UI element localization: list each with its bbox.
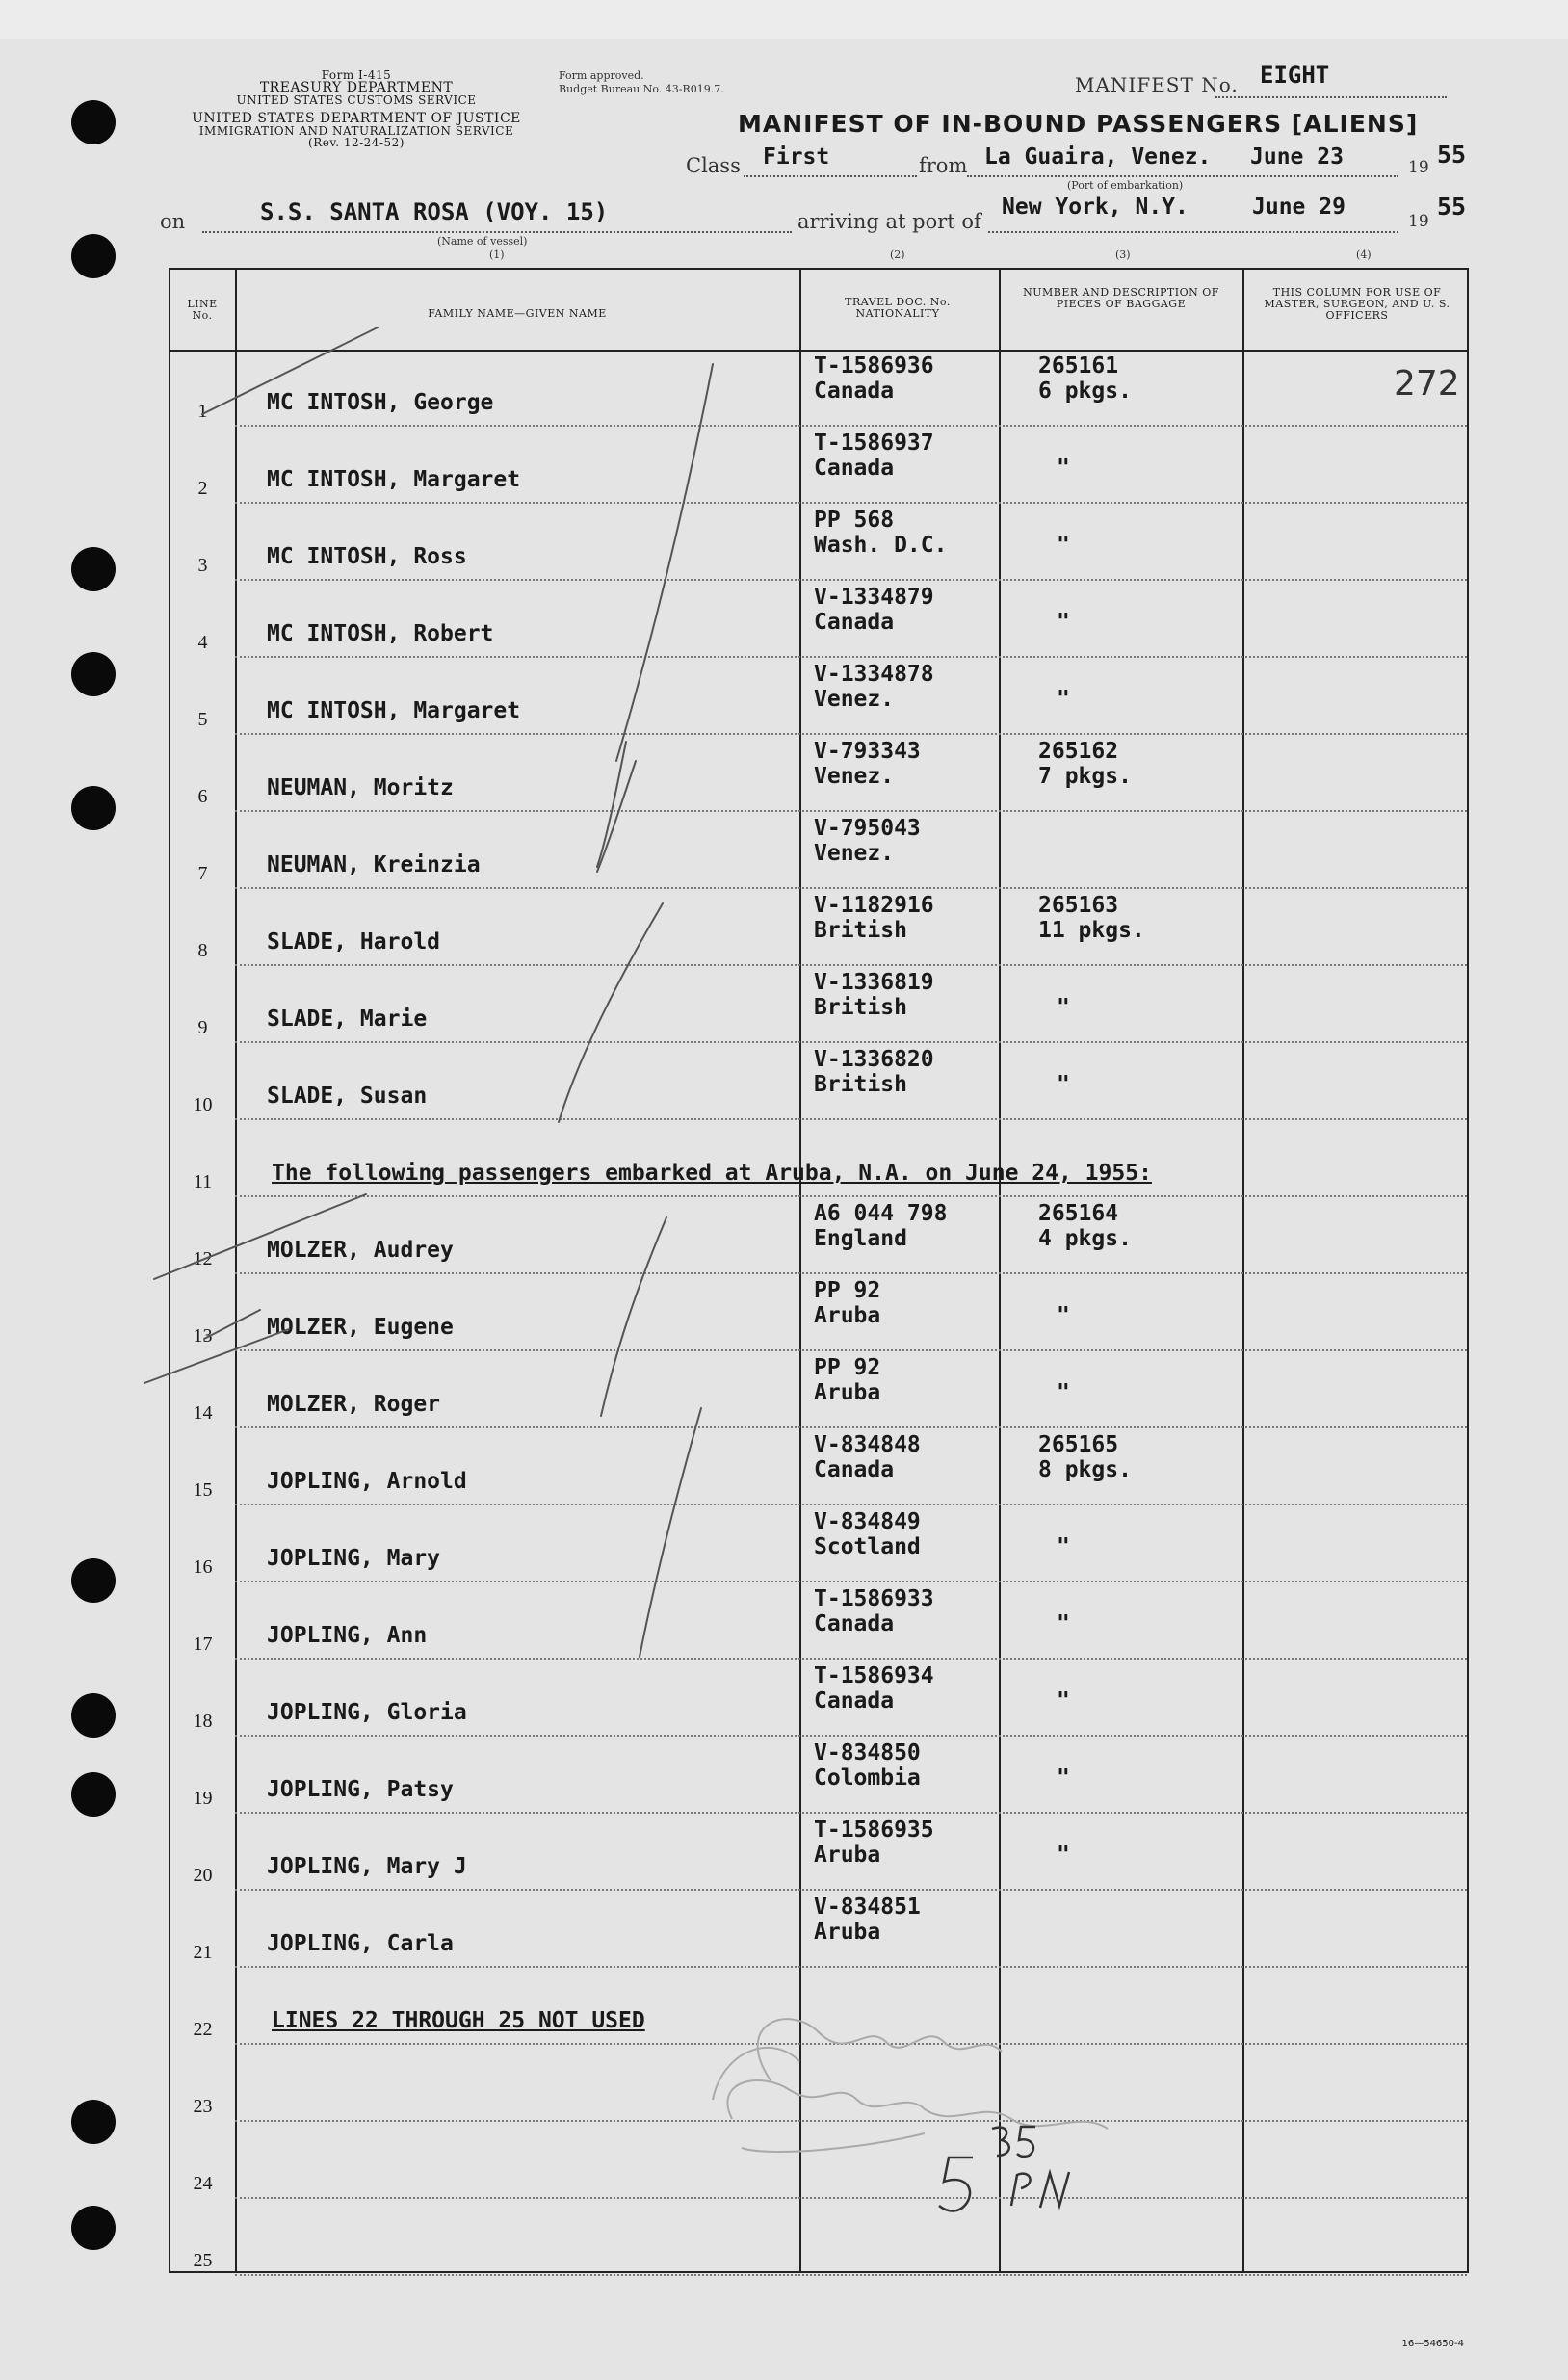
nationality: Canada xyxy=(814,379,895,404)
vessel-name: S.S. SANTA ROSA (VOY. 15) xyxy=(260,198,609,225)
ditto-mark: " xyxy=(1057,1843,1070,1868)
line-number: 18 xyxy=(193,1711,213,1732)
nationality: Canada xyxy=(814,456,895,481)
nationality: Aruba xyxy=(814,1843,881,1868)
line-number: 22 xyxy=(193,2019,213,2040)
baggage-number: 265163 xyxy=(1038,893,1119,918)
passenger-name: MC INTOSH, Ross xyxy=(267,544,467,569)
check-stroke xyxy=(202,327,378,414)
passenger-name: JOPLING, Mary xyxy=(267,1546,441,1571)
baggage-pieces: 6 pkgs. xyxy=(1038,379,1132,404)
travel-doc: T-1586936 xyxy=(814,353,934,379)
nationality: Colombia xyxy=(814,1765,921,1791)
travel-doc: V-834848 xyxy=(814,1432,921,1457)
budget-bureau: Budget Bureau No. 43-R019.7. xyxy=(559,83,724,95)
nationality: Wash. D.C. xyxy=(814,533,948,558)
travel-doc: V-793343 xyxy=(814,739,921,764)
ditto-mark: " xyxy=(1057,456,1070,481)
ins-service: IMMIGRATION AND NATURALIZATION SERVICE xyxy=(198,124,514,138)
nationality: British xyxy=(814,918,907,943)
passenger-name: JOPLING, Patsy xyxy=(267,1777,454,1802)
col-2-label: (2) xyxy=(890,248,905,261)
line-number: 1 xyxy=(197,401,208,422)
ditto-mark: " xyxy=(1057,610,1070,635)
travel-doc: V-834851 xyxy=(814,1895,921,1920)
justice-dept: UNITED STATES DEPARTMENT OF JUSTICE xyxy=(192,111,521,126)
class-label: Class xyxy=(686,154,741,177)
line-number: 19 xyxy=(193,1788,213,1809)
port-embark-note: (Port of embarkation) xyxy=(1067,179,1184,192)
line-number: 15 xyxy=(193,1479,213,1501)
signature-stamp xyxy=(713,2019,1108,2152)
line-number: 23 xyxy=(193,2096,213,2117)
year-prefix-1: 19 xyxy=(1408,158,1429,177)
travel-doc: V-834850 xyxy=(814,1740,921,1765)
passenger-name: SLADE, Susan xyxy=(267,1084,428,1109)
nationality: Venez. xyxy=(814,764,895,789)
line-number: 16 xyxy=(193,1556,213,1578)
passenger-name: MOLZER, Roger xyxy=(267,1392,441,1417)
manifest-no-value: EIGHT xyxy=(1260,62,1330,89)
baggage-number: 265161 xyxy=(1038,353,1119,379)
ditto-mark: " xyxy=(1057,995,1070,1020)
line-number: 7 xyxy=(197,863,208,884)
nationality: Scotland xyxy=(814,1534,921,1559)
travel-doc: T-1586935 xyxy=(814,1818,934,1843)
passenger-name: NEUMAN, Kreinzia xyxy=(267,852,481,877)
travel-doc: V-1336819 xyxy=(814,970,934,995)
line-number: 2 xyxy=(197,478,208,499)
check-stroke xyxy=(616,364,713,761)
travel-doc: PP 92 xyxy=(814,1355,881,1380)
line-number: 6 xyxy=(197,786,208,807)
from-label: from xyxy=(919,154,968,177)
time-stamp-handwriting xyxy=(939,2127,1069,2210)
passenger-name: JOPLING, Carla xyxy=(267,1931,454,1956)
ditto-mark: " xyxy=(1057,687,1070,712)
passenger-name: MC INTOSH, Margaret xyxy=(267,698,521,723)
col-4-label: (4) xyxy=(1356,248,1372,261)
row-note: LINES 22 THROUGH 25 NOT USED xyxy=(272,2008,645,2033)
baggage-pieces: 8 pkgs. xyxy=(1038,1457,1132,1482)
form-number: Form I-415 xyxy=(321,68,392,82)
check-stroke xyxy=(640,1408,701,1657)
travel-doc: A6 044 798 xyxy=(814,1201,948,1226)
revision: (Rev. 12-24-52) xyxy=(308,136,405,149)
passenger-name: MC INTOSH, George xyxy=(267,390,494,415)
line-number: 8 xyxy=(197,940,208,961)
nationality: Canada xyxy=(814,1611,895,1636)
travel-doc: V-1334878 xyxy=(814,662,934,687)
nationality: Aruba xyxy=(814,1303,881,1328)
travel-doc: T-1586934 xyxy=(814,1663,934,1688)
manifest-title: MANIFEST OF IN-BOUND PASSENGERS [ALIENS] xyxy=(738,110,1419,138)
nationality: British xyxy=(814,1072,907,1097)
line-number: 14 xyxy=(193,1402,213,1424)
class-value: First xyxy=(763,144,830,170)
line-number: 3 xyxy=(197,555,208,576)
line-number: 11 xyxy=(193,1171,213,1192)
nationality: England xyxy=(814,1226,907,1251)
travel-doc: V-1182916 xyxy=(814,893,934,918)
line-number: 10 xyxy=(193,1094,213,1115)
ditto-mark: " xyxy=(1057,1534,1070,1559)
nationality: Aruba xyxy=(814,1920,881,1945)
ditto-mark: " xyxy=(1057,1072,1070,1097)
check-stroke xyxy=(597,761,636,872)
nationality: Canada xyxy=(814,1688,895,1713)
travel-doc: PP 568 xyxy=(814,508,895,533)
ditto-mark: " xyxy=(1057,533,1070,558)
year-prefix-2: 19 xyxy=(1408,212,1429,231)
row-note: The following passengers embarked at Aruba, N.A. on June 24, 1955: xyxy=(272,1161,1152,1186)
header-baggage: NUMBER AND DESCRIPTION OF PIECES OF BAGGAGE xyxy=(1023,286,1219,310)
header-name: FAMILY NAME—GIVEN NAME xyxy=(428,307,607,320)
passenger-name: JOPLING, Gloria xyxy=(267,1700,467,1725)
baggage-pieces: 4 pkgs. xyxy=(1038,1226,1132,1251)
line-number: 17 xyxy=(193,1634,213,1655)
nationality: Canada xyxy=(814,1457,895,1482)
check-stroke xyxy=(154,1194,366,1279)
from-date: June 23 xyxy=(1250,144,1344,170)
manifest-no-label: MANIFEST No. xyxy=(1075,73,1239,96)
treasury-dept: TREASURY DEPARTMENT xyxy=(259,80,454,95)
check-stroke xyxy=(204,1310,260,1339)
from-port: La Guaira, Venez. xyxy=(984,144,1212,170)
passenger-name: MOLZER, Audrey xyxy=(267,1238,454,1263)
form-footer: 16—54650-4 xyxy=(1401,2339,1464,2349)
form-approved: Form approved. xyxy=(559,69,644,82)
col-3-label: (3) xyxy=(1115,248,1131,261)
ditto-mark: " xyxy=(1057,1688,1070,1713)
passenger-name: JOPLING, Mary J xyxy=(267,1854,467,1879)
travel-doc: T-1586937 xyxy=(814,431,934,456)
passenger-name: SLADE, Marie xyxy=(267,1007,428,1032)
nationality: Venez. xyxy=(814,841,895,866)
ditto-mark: " xyxy=(1057,1611,1070,1636)
year-1: 55 xyxy=(1437,141,1467,169)
baggage-number: 265162 xyxy=(1038,739,1119,764)
arrival-date: June 29 xyxy=(1252,195,1346,220)
line-number: 13 xyxy=(193,1325,213,1347)
line-number: 24 xyxy=(193,2173,213,2194)
baggage-pieces: 7 pkgs. xyxy=(1038,764,1132,789)
sheet-number: 272 xyxy=(1394,364,1460,404)
baggage-number: 265164 xyxy=(1038,1201,1119,1226)
vessel-note: (Name of vessel) xyxy=(437,235,528,248)
ditto-mark: " xyxy=(1057,1303,1070,1328)
line-number: 25 xyxy=(193,2250,213,2271)
passenger-name: MOLZER, Eugene xyxy=(267,1315,454,1340)
ditto-mark: " xyxy=(1057,1380,1070,1405)
nationality: Aruba xyxy=(814,1380,881,1405)
ditto-mark: " xyxy=(1057,1765,1070,1791)
travel-doc: T-1586933 xyxy=(814,1586,934,1611)
passenger-name: MC INTOSH, Robert xyxy=(267,621,494,646)
travel-doc: V-795043 xyxy=(814,816,921,841)
line-number: 12 xyxy=(193,1248,213,1269)
line-number: 9 xyxy=(197,1017,208,1038)
travel-doc: V-1334879 xyxy=(814,585,934,610)
passenger-name: SLADE, Harold xyxy=(267,929,441,955)
travel-doc: PP 92 xyxy=(814,1278,881,1303)
check-stroke xyxy=(144,1329,289,1383)
arriving-label: arriving at port of xyxy=(797,210,981,233)
nationality: Venez. xyxy=(814,687,895,712)
header-line-no: LINE No. xyxy=(187,298,218,322)
passenger-name: NEUMAN, Moritz xyxy=(267,775,454,800)
travel-doc: V-834849 xyxy=(814,1509,921,1534)
check-stroke xyxy=(601,1217,666,1416)
year-2: 55 xyxy=(1437,193,1467,221)
passenger-name: JOPLING, Ann xyxy=(267,1623,428,1648)
col-1-label: (1) xyxy=(489,248,505,261)
baggage-pieces: 11 pkgs. xyxy=(1038,918,1145,943)
line-number: 4 xyxy=(197,632,208,653)
customs-service: UNITED STATES CUSTOMS SERVICE xyxy=(236,93,477,107)
header-officers: THIS COLUMN FOR USE OF MASTER, SURGEON, AND U. S. OFFICERS xyxy=(1264,286,1450,322)
passenger-name: JOPLING, Arnold xyxy=(267,1469,467,1494)
on-label: on xyxy=(160,210,186,233)
arrival-port: New York, N.Y. xyxy=(1002,195,1189,220)
header-doc: TRAVEL DOC. No. NATIONALITY xyxy=(845,296,951,320)
line-number: 5 xyxy=(197,709,208,730)
line-number: 21 xyxy=(193,1942,213,1963)
nationality: Canada xyxy=(814,610,895,635)
passenger-name: MC INTOSH, Margaret xyxy=(267,467,521,492)
check-stroke xyxy=(559,903,663,1122)
nationality: British xyxy=(814,995,907,1020)
baggage-number: 265165 xyxy=(1038,1432,1119,1457)
travel-doc: V-1336820 xyxy=(814,1047,934,1072)
line-number: 20 xyxy=(193,1865,213,1886)
